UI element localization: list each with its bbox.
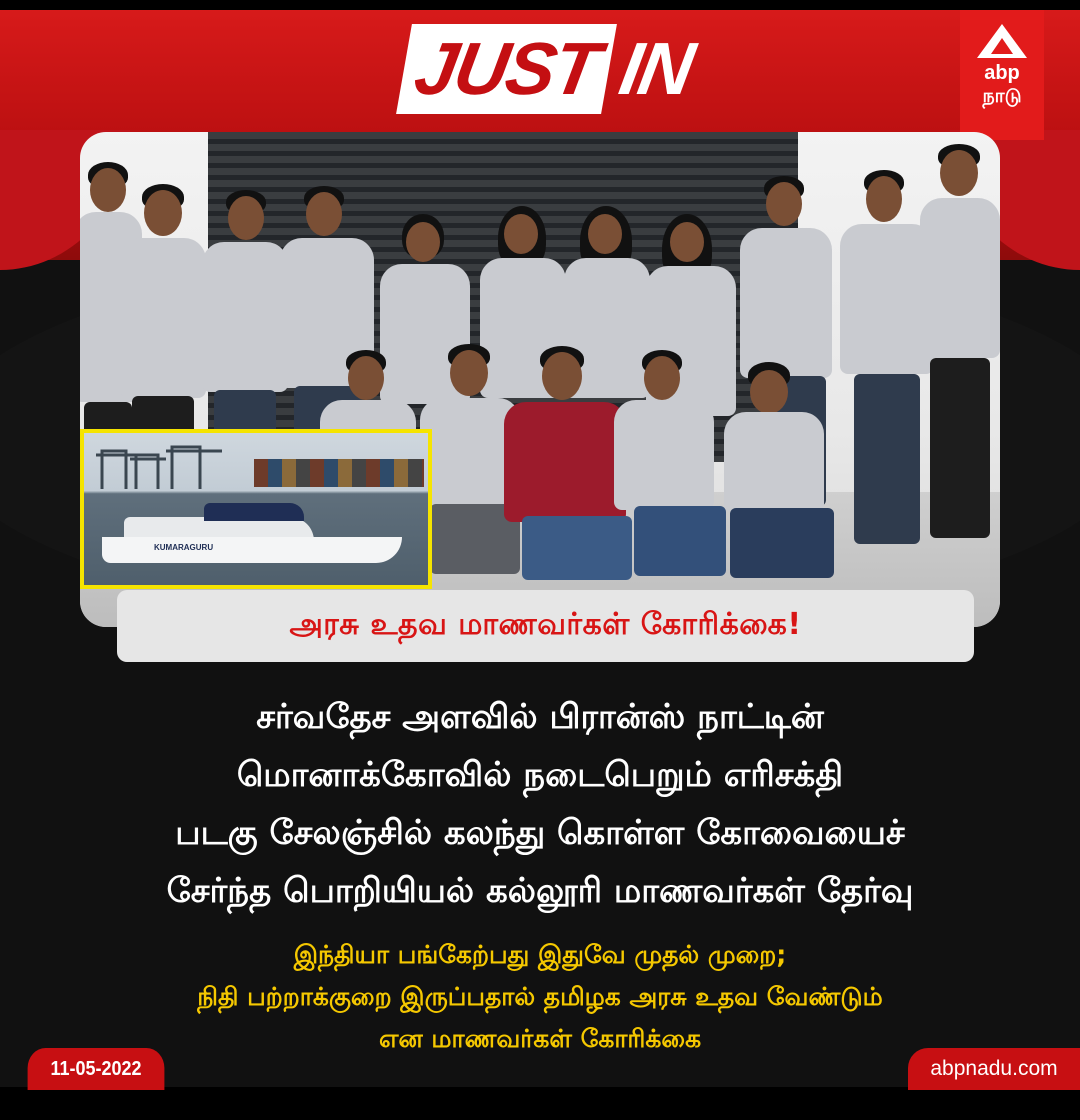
shipping-containers bbox=[254, 459, 424, 487]
subtitle-text: அரசு உதவ மாணவர்கள் கோரிக்கை! bbox=[289, 606, 802, 642]
just-in-banner bbox=[396, 24, 707, 114]
boat-hull-label: KUMARAGURU bbox=[154, 543, 214, 552]
date-badge: 11-05-2022 bbox=[28, 1048, 165, 1090]
subline-1: இந்தியா பங்கேற்பது இதுவே முதல் முறை; bbox=[293, 940, 787, 969]
headline bbox=[30, 688, 1050, 920]
subline-3: என மாணவர்கள் கோரிக்கை bbox=[378, 1024, 702, 1053]
headline-line-4: சேர்ந்த பொறியியல் கல்லூரி மாணவர்கள் தேர்வு bbox=[166, 871, 914, 911]
boat-hull bbox=[102, 537, 402, 563]
bottom-frame bbox=[0, 1087, 1080, 1120]
port-cranes bbox=[96, 441, 226, 489]
top-frame bbox=[0, 0, 1080, 10]
just-word: JUST bbox=[396, 24, 617, 114]
logo-brand-text: abp bbox=[984, 62, 1020, 84]
abp-nadu-logo bbox=[960, 10, 1044, 140]
abp-triangle-icon bbox=[977, 24, 1027, 58]
headline-line-1: சர்வதேச அளவில் பிரான்ஸ் நாட்டின் bbox=[256, 697, 824, 737]
subline-2: நிதி பற்றாக்குறை இருப்பதால் தமிழக அரசு உதவ வேண்டும் bbox=[197, 982, 883, 1011]
headline-line-2: மொனாக்கோவில் நடைபெறும் எரிசக்தி bbox=[236, 755, 844, 795]
boat-cabin bbox=[204, 503, 304, 521]
subline bbox=[30, 934, 1050, 1060]
in-word: IN bbox=[613, 27, 699, 110]
headline-line-3: படகு சேலஞ்சில் கலந்து கொள்ள கோவையைச் bbox=[175, 813, 905, 853]
boat-inset-photo bbox=[80, 429, 432, 589]
subtitle-box bbox=[117, 590, 974, 662]
logo-region-text: நாடு bbox=[982, 85, 1022, 107]
site-badge: abpnadu.com bbox=[908, 1048, 1080, 1090]
